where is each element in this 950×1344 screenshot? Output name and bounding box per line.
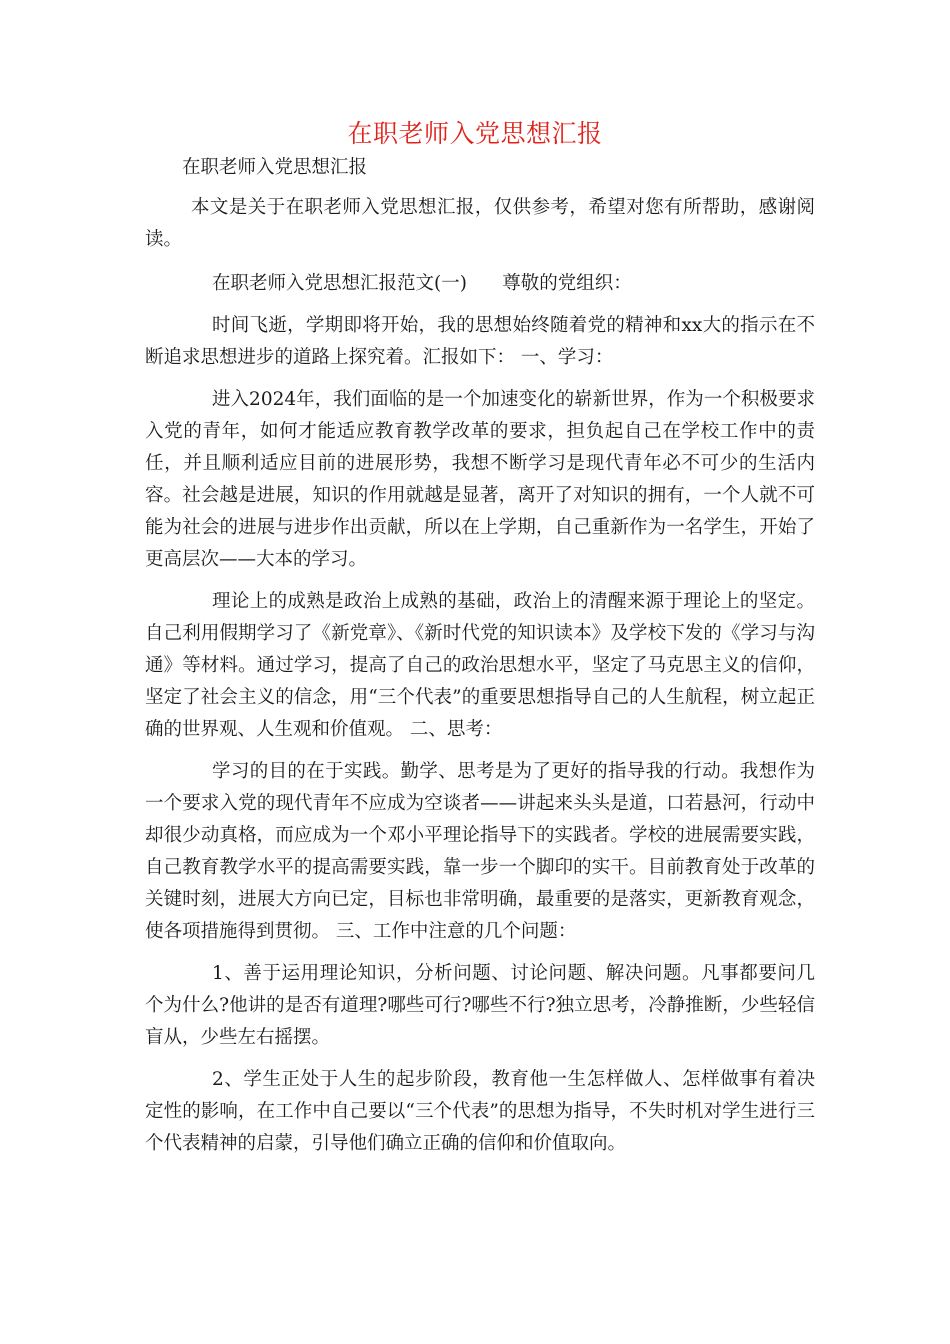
document-body <box>145 152 815 1170</box>
body-paragraph: 理论上的成熟是政治上成熟的基础，政治上的清醒来源于理论上的坚定。自己利用假期学习了《新党章》、《新时代党的知识读本》及学校下发的《学习与沟通》等材料。通过学习，提高了自己的政治思想水平，坚定了马克思主义的信仰，坚定了社会主义的信念，用“三个代表”的重要思想指导自己的人生航程，树立起正确的世界观、人生观和价值观。 二、思考： <box>145 591 815 740</box>
body-paragraph: 1、善于运用理论知识，分析问题、讨论问题、解决问题。凡事都要问几个为什么?他讲的是否有道理?哪些可行?哪些不行?独立思考，冷静推断，少些轻信盲从，少些左右摇摆。 <box>145 963 815 1048</box>
intro-paragraph: 本文是关于在职老师入党思想汇报，仅供参考，希望对您有所帮助，感谢阅读。 <box>145 197 815 250</box>
body-paragraph: 学习的目的在于实践。勤学、思考是为了更好的指导我的行动。我想作为一个要求入党的现代青年不应成为空谈者——讲起来头头是道，口若悬河，行动中却很少动真格，而应成为一个邓小平理论指导下的实践者。学校的进展需要实践，自己教育教学水平的提高需要实践，靠一步一个脚印的实干。目前教育处于改革的关键时刻，进展大方向已定，目标也非常明确，最重要的是落实，更新教育观念，使各项措施得到贯彻。 三、工作中注意的几个问题： <box>145 761 815 942</box>
section-heading-salutation: 在职老师入党思想汇报范文(一) 尊敬的党组织： <box>212 273 632 294</box>
body-paragraph: 进入2024年，我们面临的是一个加速变化的崭新世界，作为一个积极要求入党的青年，如何才能适应教育教学改革的要求，担负起自己在学校工作中的责任，并且顺利适应目前的进展形势，我想不断学习是现代青年必不可少的生活内容。社会越是进展，知识的作用就越是显著，离开了对知识的拥有，一个人就不可能为社会的进展与进步作出贡献，所以在上学期，自己重新作为一名学生，开始了更高层次——大本的学习。 <box>145 389 815 570</box>
document-subtitle: 在职老师入党思想汇报 <box>182 157 368 178</box>
body-paragraph: 时间飞逝，学期即将开始，我的思想始终随着党的精神和xx大的指示在不断追求思想进步的道路上探究着。汇报如下： 一、学习： <box>145 315 815 368</box>
document-title: 在职老师入党思想汇报 <box>347 119 603 148</box>
body-paragraph: 2、学生正处于人生的起步阶段，教育他一生怎样做人、怎样做事有着决定性的影响，在工作中自己要以“三个代表”的思想为指导，不失时机对学生进行三个代表精神的启蒙，引导他们确立正确的信仰和价值取向。 <box>145 1069 815 1154</box>
